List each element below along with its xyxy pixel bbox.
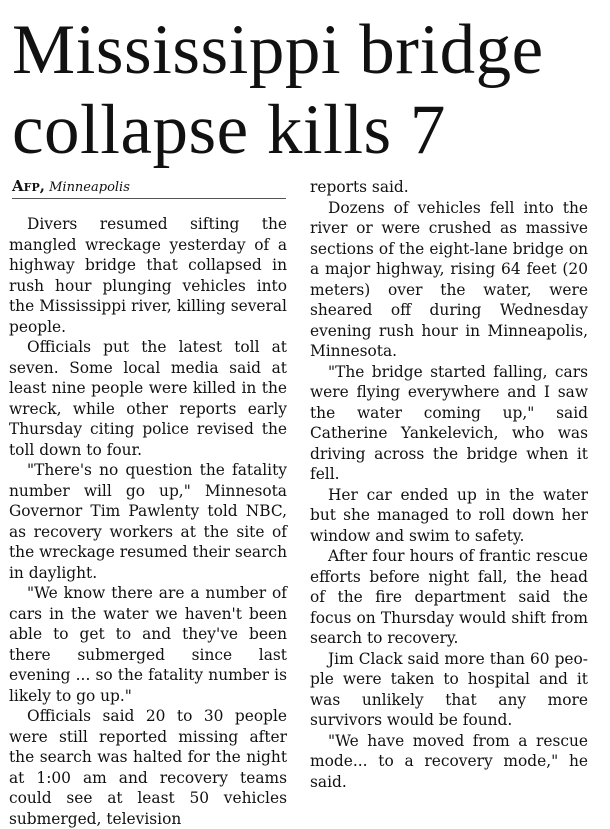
paragraph: After four hours of frantic rescue efforts before night fall, the head of the fire department said the focus on Thursday would shift from search to recovery. [310,547,588,647]
column-2 [310,177,588,792]
paragraph: "The bridge started falling, cars were flying everywhere and I saw the water coming up," said Catherine Yankelevich, who was driving across the bridge when it fell. [310,362,588,483]
dateline [12,178,130,196]
paragraph: Officials said 20 to 30 people were still reported missing after the search was halted for the night at 1:00 am and recovery teams could see at least 50 vehicles submerged, television [9,707,287,828]
column-1 [9,214,287,829]
paragraph: "We know there are a number of cars in the water we haven't been able to get to and they've been there submerged since last evening ... so the fatality number is likely to go up." [9,584,287,705]
headline [12,10,604,170]
paragraph: "We have moved from a rescue mode... to a recovery mode," he said. [310,731,588,791]
paragraph: "There's no question the fatality number will go up," Minnesota Governor Tim Pawlenty told NBC, as recovery workers at the site of the wreckage resumed their search in daylight. [9,461,287,582]
agency: Afp, [12,177,45,195]
headline-line-1: Mississippi bridge [12,11,544,89]
dateline-city: Minneapolis [49,180,130,195]
paragraph: Her car ended up in the water but she managed to roll down her window and swim to safety. [310,485,588,545]
paragraph: Officials put the latest toll at seven. Some local media said at least nine people were killed in the wreck, while other reports early Thursday citing police revised the toll down to four. [9,338,287,459]
paragraph: Dozens of vehicles fell into the river or were crushed as massive sections of the eight-lane bridge on a major highway, rising 64 feet (20 meters) over the water, were sheared off during Wednesday evening rush hour in Minneapolis, Minnesota. [310,198,588,360]
headline-line-2: collapse kills 7 [12,91,446,169]
dateline-rule [12,198,286,199]
paragraph-continued: reports said. [310,178,409,196]
paragraph: Divers resumed sifting the mangled wreckage yesterday of a highway bridge that collapsed in rush hour plunging vehicles into the Mississippi river, killing several people. [9,215,287,336]
paragraph: Jim Clack said more than 60 peo-ple were taken to hospital and it was unlikely that any more survivors would be found. [310,649,588,729]
